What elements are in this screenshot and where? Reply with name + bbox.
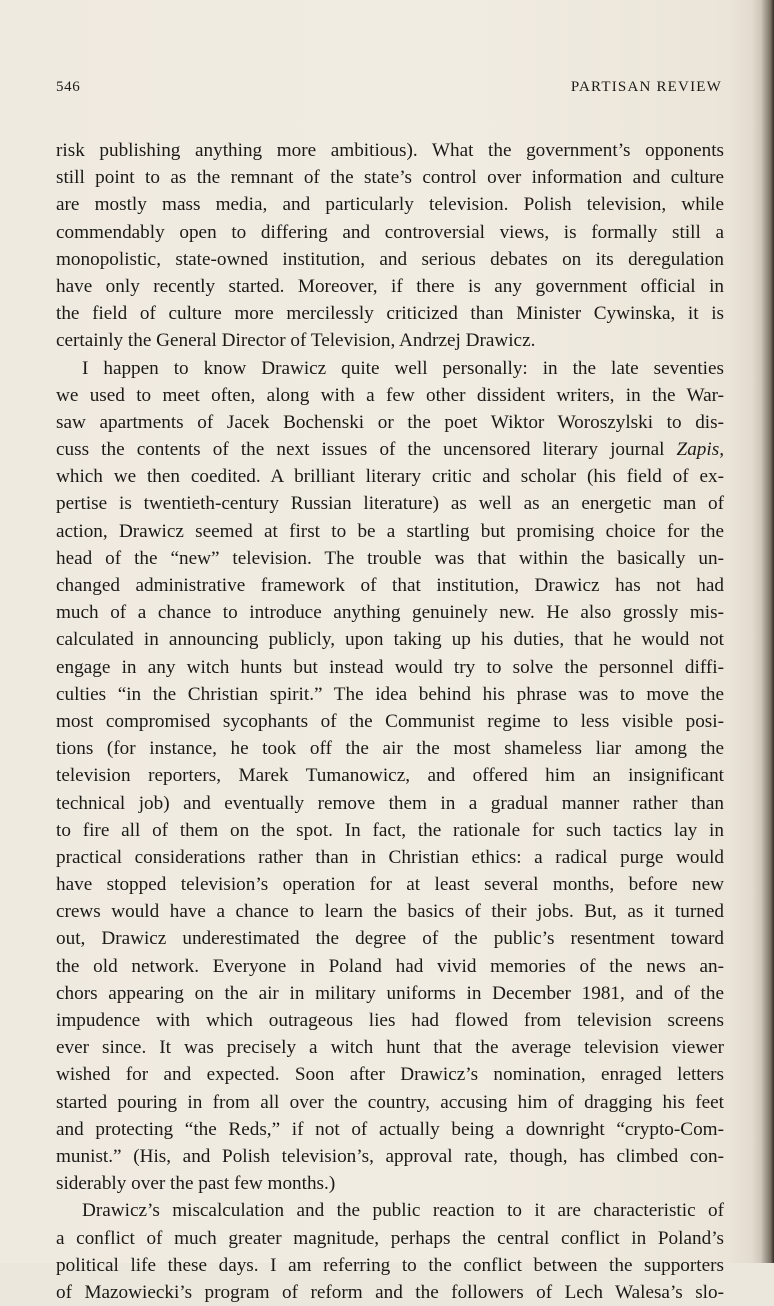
text-line-content: saw apartments of Jacek Bochenski or the poet Wiktor Woroszylski to dis- xyxy=(56,411,724,433)
text-line xyxy=(56,246,724,273)
text-line xyxy=(56,790,724,817)
text-line xyxy=(56,273,724,300)
text-line-content: are mostly mass media, and particularly television. Polish television, while xyxy=(56,194,724,216)
text-line xyxy=(56,1116,724,1143)
text-line xyxy=(56,1061,724,1088)
text-line xyxy=(56,490,724,517)
text-line-content: have stopped television’s operation for at least several months, before new xyxy=(56,874,724,896)
page-number: 546 xyxy=(56,79,81,95)
text-line xyxy=(56,654,724,681)
text-line xyxy=(56,762,724,789)
text-line-content: impudence with which outrageous lies had flowed from television screens xyxy=(56,1010,724,1031)
text-line-content: television reporters, Marek Tumanowicz, and offered him an insignificant xyxy=(56,765,724,787)
text-line xyxy=(56,409,724,436)
text-line-content: tions (for instance, he took off the air the most shameless liar among the xyxy=(56,738,724,760)
text-line xyxy=(56,1197,724,1224)
text-line xyxy=(56,1143,724,1170)
text-line xyxy=(56,463,724,490)
text-line xyxy=(56,817,724,844)
text-line xyxy=(56,599,724,626)
text-line-content: munist.” (His, and Polish television’s, approval rate, though, has climbed con- xyxy=(56,1145,724,1167)
journal-title: Zapis, xyxy=(676,439,724,461)
text-line xyxy=(56,681,724,708)
text-line-content: siderably over the past few months.) xyxy=(56,1173,336,1195)
text-line-content: still point to as the remnant of the state’s control over information and culture xyxy=(56,167,724,189)
running-head: PARTISAN REVIEW xyxy=(570,79,722,95)
text-line-content: out, Drawicz underestimated the degree of the public’s resentment toward xyxy=(56,928,724,950)
text-line xyxy=(56,1089,724,1116)
text-line-content: started pouring in from all over the country, accusing him of dragging his feet xyxy=(56,1091,724,1113)
text-line xyxy=(56,844,724,871)
text-line xyxy=(56,545,724,572)
text-line xyxy=(56,382,724,409)
text-line xyxy=(56,436,724,463)
text-line-content: wished for and expected. Soon after Drawicz’s nomination, enraged letters xyxy=(56,1064,724,1086)
page-binding-shadow xyxy=(752,0,774,1263)
text-line-content: monopolistic, state-owned institution, and serious debates on its deregulation xyxy=(56,248,724,270)
text-line xyxy=(56,925,724,952)
text-line-content: certainly the General Director of Television, Andrzej Drawicz. xyxy=(56,330,536,352)
text-line xyxy=(56,1034,724,1061)
text-line-content: to fire all of them on the spot. In fact, the rationale for such tactics lay in xyxy=(56,819,724,841)
text-line xyxy=(56,735,724,762)
text-line-content: political life these days. I am referring to the conflict between the supporters xyxy=(56,1254,724,1276)
text-line-content: cuss the contents of the next issues of the uncensored literary journal xyxy=(56,439,677,461)
text-line xyxy=(56,708,724,735)
text-line xyxy=(56,518,724,545)
text-line xyxy=(56,300,724,327)
text-line-content: practical considerations rather than in Christian ethics: a radical purge would xyxy=(56,846,724,868)
text-line xyxy=(56,1225,724,1252)
text-line xyxy=(56,953,724,980)
text-line-content: calculated in announcing publicly, upon taking up his duties, that he would not xyxy=(56,629,724,651)
text-line xyxy=(56,137,724,164)
text-line-content: a conflict of much greater magnitude, perhaps the central conflict in Poland’s xyxy=(56,1227,724,1249)
page-header xyxy=(56,79,722,101)
text-line-content: culties “in the Christian spirit.” The idea behind his phrase was to move the xyxy=(56,683,724,705)
text-line xyxy=(56,355,724,382)
text-line-content: of Mazowiecki’s program of reform and the followers of Lech Walesa’s slo- xyxy=(56,1281,724,1303)
text-line xyxy=(56,572,724,599)
text-line-content: crews would have a chance to learn the basics of their jobs. But, as it turned xyxy=(56,901,724,923)
text-line xyxy=(56,1279,724,1306)
text-line-content: the old network. Everyone in Poland had vivid memories of the news an- xyxy=(56,955,724,977)
text-line xyxy=(56,1252,724,1279)
text-line-content: ever since. It was precisely a witch hunt that the average television viewer xyxy=(56,1037,724,1059)
text-line xyxy=(56,871,724,898)
text-line-content: action, Drawicz seemed at first to be a startling but promising choice for the xyxy=(56,520,724,542)
text-line-content: head of the “new” television. The trouble was that within the basically un- xyxy=(56,547,724,569)
text-line-content: which we then coedited. A brilliant literary critic and scholar (his field of ex- xyxy=(56,466,724,488)
text-line-content: most compromised sycophants of the Communist regime to less visible posi- xyxy=(56,710,724,732)
text-line xyxy=(56,626,724,653)
text-line-content: commendably open to differing and controversial views, is formally still a xyxy=(56,221,724,243)
text-line-content: chors appearing on the air in military uniforms in December 1981, and of the xyxy=(56,982,724,1004)
text-line xyxy=(56,898,724,925)
text-line xyxy=(56,219,724,246)
text-line-content: I happen to know Drawicz quite well personally: in the late seventies xyxy=(82,357,724,379)
text-line-content: we used to meet often, along with a few other dissident writers, in the War- xyxy=(56,384,724,406)
text-line xyxy=(56,1007,724,1034)
text-line-content: pertise is twentieth-century Russian literature) as well as an energetic man of xyxy=(56,493,724,515)
text-line-content: the field of culture more mercilessly criticized than Minister Cywinska, it is xyxy=(56,303,724,325)
text-line-content: and protecting “the Reds,” if not of actually being a downright “crypto-Com- xyxy=(56,1118,724,1140)
text-line-content: changed administrative framework of that institution, Drawicz has not had xyxy=(56,575,724,596)
text-line-content: technical job) and eventually remove them in a gradual manner rather than xyxy=(56,792,724,814)
text-line-content: engage in any witch hunts but instead would try to solve the personnel diffi- xyxy=(56,656,724,678)
text-line-content: Drawicz’s miscalculation and the public reaction to it are characteristic of xyxy=(82,1200,724,1222)
text-line xyxy=(56,191,724,218)
text-line-content: risk publishing anything more ambitious). What the government’s opponents xyxy=(56,140,724,161)
text-line-content: have only recently started. Moreover, if there is any government official in xyxy=(56,275,724,297)
text-line-content: much of a chance to introduce anything genuinely new. He also grossly mis- xyxy=(56,602,724,624)
text-line xyxy=(56,980,724,1007)
body-text xyxy=(56,137,724,1306)
text-line xyxy=(56,327,724,354)
text-line xyxy=(56,164,724,191)
text-line xyxy=(56,1170,724,1197)
